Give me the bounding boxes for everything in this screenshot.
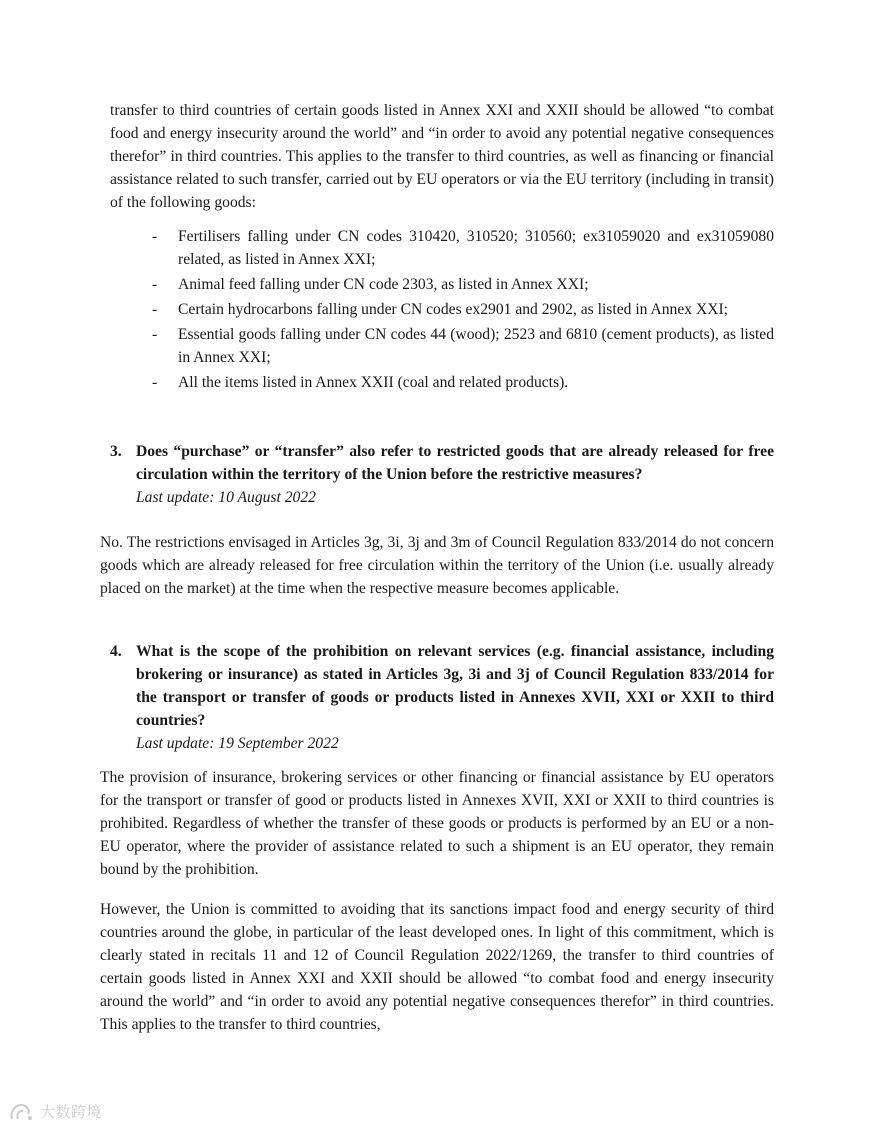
bullet-dash: - bbox=[152, 326, 158, 343]
watermark bbox=[8, 1100, 102, 1124]
list-item bbox=[110, 371, 774, 394]
bullet-text: Fertilisers falling under CN codes 310420, 310520; 310560; ex31059020 and ex31059080 related, as listed in Annex XXI; bbox=[178, 228, 774, 268]
question-text: What is the scope of the prohibition on relevant services (e.g. financial assistance, including brokering or insurance) as stated in Articles 3g, 3i and 3j of Council Regulation 833/2014 for the transport or transfer of goods or products listed in Annexes XVII, XXI or XXII to third countries? bbox=[136, 643, 774, 729]
last-update: Last update: 19 September 2022 bbox=[136, 735, 339, 752]
list-item bbox=[110, 225, 774, 271]
question-4 bbox=[110, 640, 774, 755]
question-number: 4. bbox=[110, 643, 122, 660]
bullet-text: Certain hydrocarbons falling under CN codes ex2901 and 2902, as listed in Annex XXI; bbox=[178, 301, 728, 318]
bullet-dash: - bbox=[152, 228, 158, 245]
bullet-text: Animal feed falling under CN code 2303, as listed in Annex XXI; bbox=[178, 276, 589, 293]
answer-4-paragraph-1: The provision of insurance, brokering services or other financing or financial assistance by EU operators for the transport or transfer of good or products listed in Annexes XVII, XXI or XXII to third countries is prohibited. Regardless of whether the transfer of these goods or products is performed by an EU or a non-EU operator, where the provider of assistance related to such a shipment is an EU operator, they remain bound by the prohibition. bbox=[100, 769, 774, 878]
answer-3: No. The restrictions envisaged in Articles 3g, 3i, 3j and 3m of Council Regulation 833/2014 do not concern goods which are already released for free circulation within the territory of the Union (i.e. usually already placed on the market) at the time when the respective measure becomes applicable. bbox=[100, 534, 774, 597]
watermark-text: 大数跨境 bbox=[40, 1102, 103, 1121]
intro-paragraph: transfer to third countries of certain goods listed in Annex XXI and XXII should be allowed “to combat food and energy insecurity around the world” and “in order to avoid any potential negative consequences therefor” in third countries. This applies to the transfer to third countries, as well as financing or financial assistance related to such transfer, carried out by EU operators or via the EU territory (including in transit) of the following goods: bbox=[110, 102, 774, 211]
goods-bullet-list bbox=[110, 225, 774, 396]
bullet-dash: - bbox=[152, 276, 158, 293]
question-3 bbox=[110, 440, 774, 509]
bullet-text: All the items listed in Annex XXII (coal and related products). bbox=[178, 374, 569, 391]
brand-logo-icon bbox=[8, 1101, 36, 1123]
bullet-dash: - bbox=[152, 374, 158, 391]
list-item bbox=[110, 323, 774, 369]
bullet-text: Essential goods falling under CN codes 44 (wood); 2523 and 6810 (cement products), as listed in Annex XXI; bbox=[178, 326, 774, 366]
question-number: 3. bbox=[110, 443, 122, 460]
bullet-dash: - bbox=[152, 301, 158, 318]
last-update: Last update: 10 August 2022 bbox=[136, 489, 316, 506]
list-item bbox=[110, 298, 774, 321]
answer-4-paragraph-2: However, the Union is committed to avoiding that its sanctions impact food and energy security of third countries around the globe, in particular of the least developed ones. In light of this commitment, which is clearly stated in recitals 11 and 12 of Council Regulation 2022/1269, the transfer to third countries of certain goods listed in Annex XXI and XXII should be allowed “to combat food and energy insecurity around the world” and “in order to avoid any potential negative consequences therefor” in third countries. This applies to the transfer to third countries, bbox=[100, 901, 774, 1033]
question-text: Does “purchase” or “transfer” also refer to restricted goods that are already released for free circulation within the territory of the Union before the restrictive measures? bbox=[136, 443, 774, 483]
list-item bbox=[110, 273, 774, 296]
